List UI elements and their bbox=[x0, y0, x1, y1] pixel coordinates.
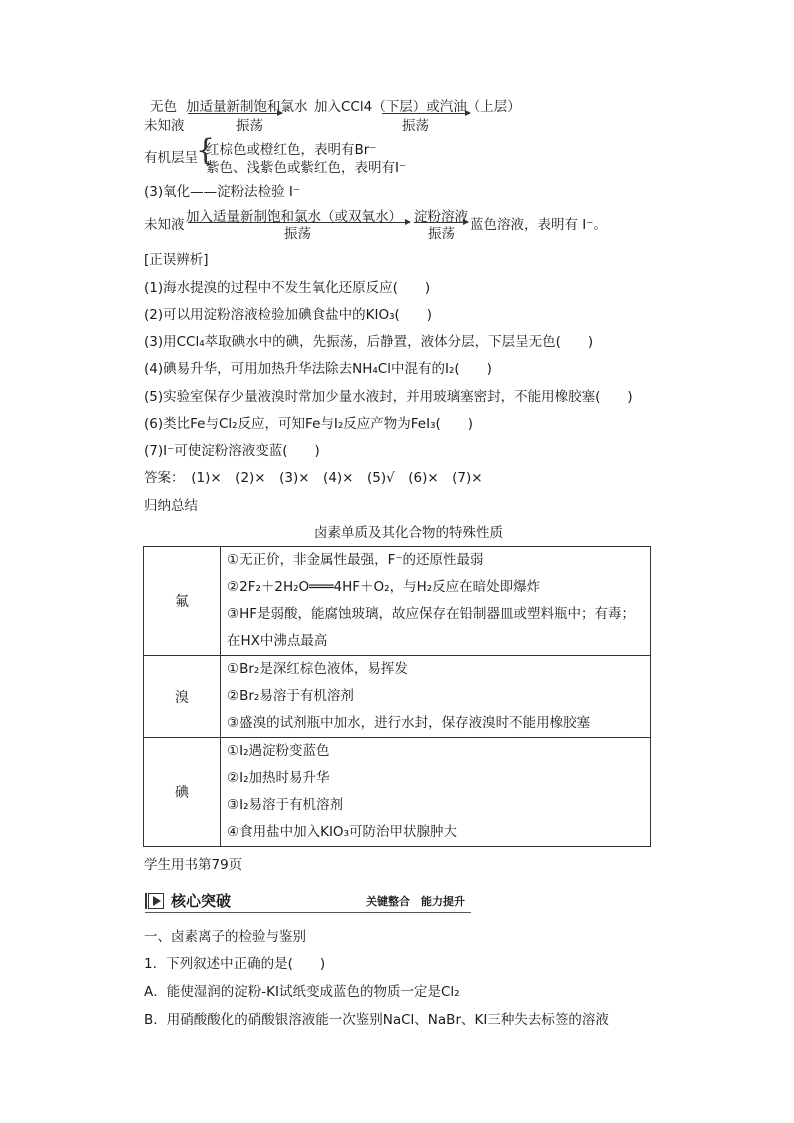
property-line: ①I₂遇淀粉变蓝色 bbox=[227, 743, 330, 759]
flow2-result: 蓝色溶液，表明有 I⁻。 bbox=[470, 217, 607, 233]
element-cell: 溴 bbox=[144, 656, 221, 738]
flow1-start-top: 无色 bbox=[150, 99, 177, 115]
table-title: 卤素单质及其化合物的特殊性质 bbox=[314, 525, 503, 541]
element-cell: 碘 bbox=[144, 738, 221, 847]
property-line: 在HX中沸点最高 bbox=[227, 633, 328, 649]
table-row bbox=[144, 738, 651, 847]
flow2-start: 未知液 bbox=[144, 217, 185, 233]
property-line: ③I₂易溶于有机溶剂 bbox=[227, 797, 343, 813]
property-line: ①无正价，非金属性最强，F⁻的还原性最弱 bbox=[227, 552, 484, 568]
judge-item: (5)实验室保存少量液溴时常加少量水液封，并用玻璃塞密封，不能用橡胶塞( ) bbox=[144, 389, 633, 405]
property-line: ①Br₂是深红棕色液体，易挥发 bbox=[227, 661, 408, 677]
flow1-arrow-1 bbox=[188, 113, 282, 114]
section-title: 核心突破 bbox=[171, 892, 232, 910]
judge-item: (7)I⁻可使淀粉溶液变蓝( ) bbox=[144, 443, 320, 459]
flow1-start-bottom: 未知液 bbox=[144, 118, 185, 134]
summary-heading: 归纳总结 bbox=[144, 498, 198, 514]
section-banner bbox=[145, 890, 471, 913]
part1-title: 一、卤素离子的检验与鉴别 bbox=[144, 929, 306, 945]
page-reference: 学生用书第79页 bbox=[144, 857, 243, 873]
method3-title: (3)氧化——淀粉法检验 I⁻ bbox=[144, 184, 301, 200]
flow2-step1-label: 加入适量新制饱和氯水（或双氧水） bbox=[186, 209, 402, 225]
element-cell: 氟 bbox=[144, 547, 221, 656]
judge-item: (6)类比Fe与Cl₂反应，可知Fe与I₂反应产物为FeI₃( ) bbox=[144, 416, 474, 432]
organic-case-br: 红棕色或橙红色，表明有Br⁻ bbox=[206, 142, 377, 158]
flow1-step1-label: 加适量新制饱和氯水 bbox=[186, 99, 308, 115]
judge-item: (4)碘易升华，可用加热升华法除去NH₄Cl中混有的I₂( ) bbox=[144, 361, 492, 377]
property-line: ②I₂加热时易升华 bbox=[227, 770, 330, 786]
property-line: ②2F₂＋2H₂O═══4HF＋O₂，与H₂反应在暗处即爆炸 bbox=[227, 579, 541, 595]
question-stem: 1．下列叙述中正确的是( ) bbox=[144, 956, 326, 972]
banner-bar bbox=[145, 893, 147, 909]
flow2-step1-condition: 振荡 bbox=[284, 226, 311, 242]
properties-table bbox=[143, 546, 651, 847]
flow1-step2-label: 加入CCl4（下层）或汽油（上层） bbox=[314, 99, 521, 115]
property-line: ③盛溴的试剂瓶中加水，进行水封，保存液溴时不能用橡胶塞 bbox=[227, 715, 591, 731]
organic-case-i: 紫色、浅紫色或紫红色，表明有I⁻ bbox=[206, 160, 407, 176]
table-row bbox=[144, 656, 651, 738]
property-cell bbox=[221, 738, 651, 847]
property-line: ②Br₂易溶于有机溶剂 bbox=[227, 688, 354, 704]
property-cell bbox=[221, 547, 651, 656]
judge-heading: [正误辨析] bbox=[144, 252, 209, 268]
judge-item: (3)用CCl₄萃取碘水中的碘，先振荡，后静置，液体分层，下层呈无色( ) bbox=[144, 334, 594, 350]
flow1-step2-condition: 振荡 bbox=[402, 118, 429, 134]
property-line: ④食用盐中加入KIO₃可防治甲状腺肿大 bbox=[227, 824, 457, 840]
judge-item: (2)可以用淀粉溶液检验加碘食盐中的KIO₃( ) bbox=[144, 307, 433, 323]
table-row bbox=[144, 547, 651, 656]
option-a: A．能使湿润的淀粉-KI试纸变成蓝色的物质一定是Cl₂ bbox=[144, 984, 460, 1000]
property-line: ③HF是弱酸，能腐蚀玻璃，故应保存在铅制器皿或塑料瓶中；有毒； bbox=[227, 606, 636, 622]
play-icon bbox=[148, 893, 164, 909]
judge-answer: 答案： (1)× (2)× (3)× (4)× (5)√ (6)× (7)× bbox=[144, 470, 483, 486]
property-cell bbox=[221, 656, 651, 738]
organic-label: 有机层呈 bbox=[144, 150, 198, 166]
flow2-step2-condition: 振荡 bbox=[428, 226, 455, 242]
option-b: B．用硝酸酸化的硝酸银溶液能一次鉴别NaCl、NaBr、KI三种失去标签的溶液 bbox=[144, 1012, 609, 1028]
flow1-step1-condition: 振荡 bbox=[236, 118, 263, 134]
flow2-step2-label: 淀粉溶液 bbox=[414, 209, 468, 225]
judge-item: (1)海水提溴的过程中不发生氧化还原反应( ) bbox=[144, 280, 431, 296]
left-brace: { bbox=[196, 133, 216, 168]
section-subtitle: 关键整合 能力提升 bbox=[366, 895, 465, 908]
